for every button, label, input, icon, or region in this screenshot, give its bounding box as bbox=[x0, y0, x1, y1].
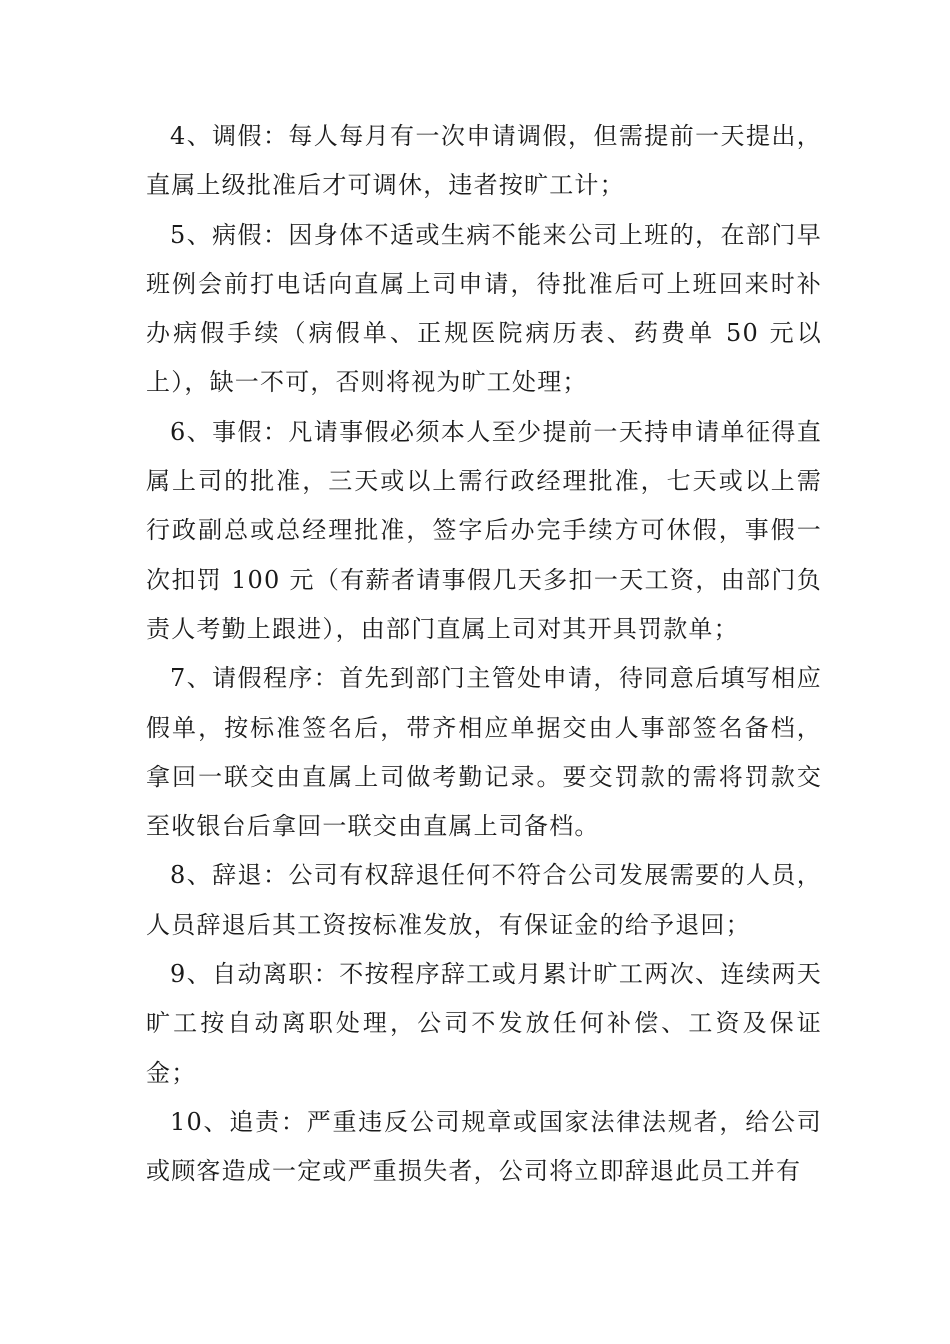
paragraph-item-7: 7、请假程序：首先到部门主管处申请，待同意后填写相应假单，按标准签名后，带齐相应单据交由人事部签名备档，拿回一联交由直属上司做考勤记录。要交罚款的需将罚款交至收银台后拿回一联交由直属上司备档。 bbox=[146, 664, 822, 841]
paragraph-item-8: 8、辞退：公司有权辞退任何不符合公司发展需要的人员，人员辞退后其工资按标准发放，有保证金的给予退回； bbox=[146, 861, 822, 939]
document-page bbox=[146, 112, 822, 1197]
paragraph-item-6: 6、事假：凡请事假必须本人至少提前一天持申请单征得直属上司的批准，三天或以上需行政经理批准，七天或以上需行政副总或总经理批准，签字后办完手续方可休假，事假一次扣罚 100 元（有薪者请事假几天多扣一天工资，由部门负责人考勤上跟进），由部门直属上司对其开具罚款单； bbox=[146, 417, 822, 643]
paragraph-item-10: 10、追责：严重违反公司规章或国家法律法规者，给公司或顾客造成一定或严重损失者，公司将立即辞退此员工并有 bbox=[146, 1107, 822, 1186]
paragraph-item-5: 5、病假：因身体不适或生病不能来公司上班的，在部门早班例会前打电话向直属上司申请，待批准后可上班回来时补办病假手续（病假单、正规医院病历表、药费单 50 元以上），缺一不可，否则将视为旷工处理； bbox=[146, 220, 822, 397]
paragraph-item-4: 4、调假：每人每月有一次申请调假，但需提前一天提出，直属上级批准后才可调休，违者按旷工计； bbox=[146, 122, 822, 200]
paragraph-item-9: 9、自动离职：不按程序辞工或月累计旷工两次、连续两天旷工按自动离职处理，公司不发放任何补偿、工资及保证金； bbox=[146, 960, 822, 1087]
